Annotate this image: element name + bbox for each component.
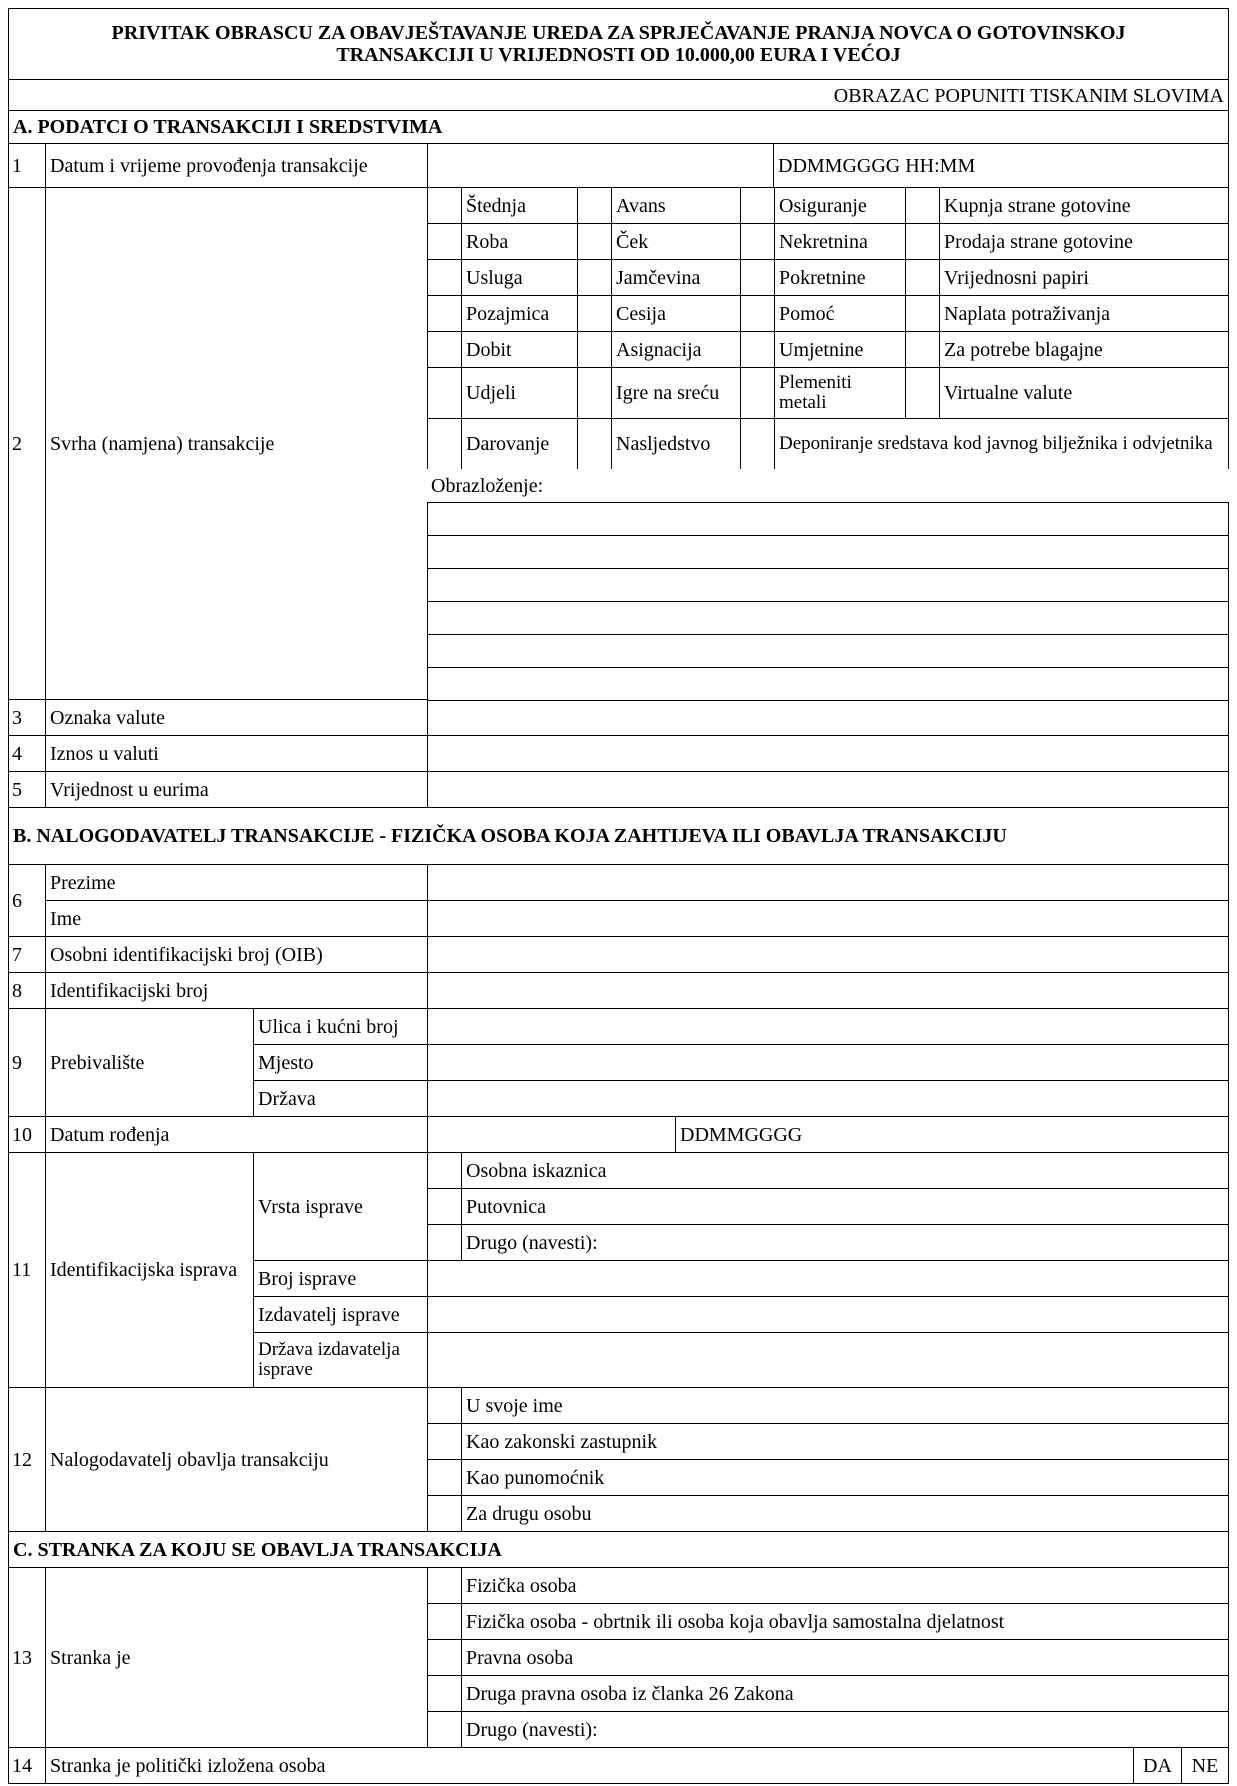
form-title-line2: TRANSAKCIJI U VRIJEDNOSTI OD 10.000,00 EURA I VEĆOJ: [336, 44, 901, 66]
purpose-checkbox[interactable]: [427, 187, 462, 224]
euro-value-input[interactable]: [427, 771, 1229, 808]
purpose-checkbox[interactable]: [905, 187, 940, 224]
form-title-line1: PRIVITAK OBRASCU ZA OBAVJEŠTAVANJE UREDA ZA SPRJEČAVANJE PRANJA NOVCA O GOTOVINSKOJ: [111, 22, 1126, 44]
purpose-checkbox[interactable]: [577, 259, 612, 296]
fill-instruction: OBRAZAC POPUNITI TISKANIM SLOVIMA: [8, 79, 1229, 111]
purpose-option-label: Igre na sreću: [611, 367, 741, 419]
doc-type-checkbox[interactable]: [427, 1188, 462, 1225]
purpose-checkbox[interactable]: [905, 331, 940, 368]
purpose-option-label: Udjeli: [461, 367, 578, 419]
street-input[interactable]: [427, 1008, 1229, 1045]
purpose-checkbox[interactable]: [427, 223, 462, 260]
purpose-option-label: Plemeniti metali: [774, 367, 906, 419]
purpose-checkbox[interactable]: [427, 259, 462, 296]
client-type-option: Fizička osoba - obrtnik ili osoba koja obavlja samostalna djelatnost: [461, 1603, 1229, 1640]
row-number: 6: [8, 864, 46, 937]
row-number: 11: [8, 1152, 46, 1388]
orderer-option-label: Kao zakonski zastupnik: [461, 1423, 1229, 1460]
place-label: Mjesto: [253, 1044, 428, 1081]
doc-type-option: Putovnica: [461, 1188, 1229, 1225]
doc-type-checkbox[interactable]: [427, 1152, 462, 1189]
explanation-line-input[interactable]: [427, 568, 1229, 602]
row-number: 14: [8, 1747, 46, 1784]
section-c-title: C. STRANKA ZA KOJU SE OBAVLJA TRANSAKCIJA: [8, 1531, 1229, 1568]
purpose-option-label: Avans: [611, 187, 741, 224]
purpose-checkbox[interactable]: [427, 331, 462, 368]
client-type-checkbox[interactable]: [427, 1567, 462, 1604]
transaction-datetime-label: Datum i vrijeme provođenja transakcije: [45, 143, 428, 188]
explanation-line-input[interactable]: [427, 601, 1229, 635]
currency-code-input[interactable]: [427, 699, 1229, 736]
doc-type-checkbox[interactable]: [427, 1224, 462, 1261]
explanation-line-input[interactable]: [427, 667, 1229, 701]
orderer-option-checkbox[interactable]: [427, 1423, 462, 1460]
row-number: 9: [8, 1008, 46, 1117]
purpose-option-label: Kupnja strane gotovine: [939, 187, 1229, 224]
purpose-option-label: Dobit: [461, 331, 578, 368]
purpose-option-label: Jamčevina: [611, 259, 741, 296]
doc-issuer-country-input[interactable]: [427, 1332, 1229, 1388]
purpose-checkbox[interactable]: [905, 259, 940, 296]
purpose-checkbox[interactable]: [577, 223, 612, 260]
orderer-performs-label: Nalogodavatelj obavlja transakciju: [45, 1387, 428, 1532]
pep-no-checkbox[interactable]: NE: [1181, 1747, 1229, 1784]
row-number: 7: [8, 936, 46, 973]
row-number: 10: [8, 1116, 46, 1153]
purpose-checkbox[interactable]: [740, 367, 775, 419]
id-number-label: Identifikacijski broj: [45, 972, 428, 1009]
orderer-option-checkbox[interactable]: [427, 1495, 462, 1532]
purpose-option-label: Pomoć: [774, 295, 906, 332]
doc-number-input[interactable]: [427, 1260, 1229, 1297]
doc-type-option: Osobna iskaznica: [461, 1152, 1229, 1189]
row-number: 4: [8, 735, 46, 772]
purpose-option-label: Darovanje: [461, 418, 578, 470]
purpose-checkbox[interactable]: [740, 187, 775, 224]
section-a-title: A. PODATCI O TRANSAKCIJI I SREDSTVIMA: [8, 110, 1229, 144]
purpose-option-label: Deponiranje sredstava kod javnog bilježnika i odvjetnika: [774, 418, 1229, 470]
birth-date-input[interactable]: [427, 1116, 676, 1153]
doc-issuer-label: Izdavatelj isprave: [253, 1296, 428, 1333]
street-label: Ulica i kućni broj: [253, 1008, 428, 1045]
client-type-option: Fizička osoba: [461, 1567, 1229, 1604]
form-title: [8, 8, 1229, 80]
place-input[interactable]: [427, 1044, 1229, 1081]
purpose-option-label: Vrijednosni papiri: [939, 259, 1229, 296]
purpose-checkbox[interactable]: [577, 295, 612, 332]
purpose-option-label: Naplata potraživanja: [939, 295, 1229, 332]
client-type-option: Drugo (navesti):: [461, 1711, 1229, 1748]
orderer-option-checkbox[interactable]: [427, 1459, 462, 1496]
name-label: Ime: [45, 900, 428, 937]
transaction-datetime-input[interactable]: [427, 143, 774, 188]
currency-amount-label: Iznos u valuti: [45, 735, 428, 772]
oib-input[interactable]: [427, 936, 1229, 973]
row-number: 12: [8, 1387, 46, 1532]
row-number: 1: [8, 143, 46, 188]
purpose-option-label: Štednja: [461, 187, 578, 224]
orderer-option-label: U svoje ime: [461, 1387, 1229, 1424]
purpose-checkbox[interactable]: [577, 418, 612, 470]
doc-issuer-input[interactable]: [427, 1296, 1229, 1333]
purpose-option-label: Cesija: [611, 295, 741, 332]
purpose-option-label: Asignacija: [611, 331, 741, 368]
surname-input[interactable]: [427, 864, 1229, 901]
doc-issuer-country-label: Država izdavatelja isprave: [253, 1332, 428, 1388]
currency-code-label: Oznaka valute: [45, 699, 428, 736]
doc-type-label: Vrsta isprave: [253, 1152, 428, 1261]
birth-date-label: Datum rođenja: [45, 1116, 428, 1153]
residence-label: Prebivalište: [45, 1008, 254, 1117]
purpose-checkbox[interactable]: [577, 187, 612, 224]
purpose-checkbox[interactable]: [577, 331, 612, 368]
cash-transaction-form: [8, 8, 1229, 1778]
client-type-checkbox[interactable]: [427, 1603, 462, 1640]
purpose-checkbox[interactable]: [905, 223, 940, 260]
purpose-option-label: Osiguranje: [774, 187, 906, 224]
explanation-line-input[interactable]: [427, 535, 1229, 569]
purpose-checkbox[interactable]: [427, 367, 462, 419]
doc-type-option: Drugo (navesti):: [461, 1224, 1229, 1261]
purpose-option-label: Pokretnine: [774, 259, 906, 296]
id-number-input[interactable]: [427, 972, 1229, 1009]
doc-number-label: Broj isprave: [253, 1260, 428, 1297]
purpose-checkbox[interactable]: [740, 418, 775, 470]
country-input[interactable]: [427, 1080, 1229, 1117]
purpose-checkbox[interactable]: [740, 331, 775, 368]
section-b-title: B. NALOGODAVATELJ TRANSAKCIJE - FIZIČKA OSOBA KOJA ZAHTIJEVA ILI OBAVLJA TRANSAKCIJU: [8, 807, 1229, 865]
currency-amount-input[interactable]: [427, 735, 1229, 772]
purpose-option-label: Nasljedstvo: [611, 418, 741, 470]
row-number: 5: [8, 771, 46, 808]
orderer-option-label: Kao punomoćnik: [461, 1459, 1229, 1496]
oib-label: Osobni identifikacijski broj (OIB): [45, 936, 428, 973]
purpose-checkbox[interactable]: [577, 367, 612, 419]
purpose-option-label: Prodaja strane gotovine: [939, 223, 1229, 260]
row-number: 8: [8, 972, 46, 1009]
purpose-checkbox[interactable]: [427, 295, 462, 332]
pep-yes-checkbox[interactable]: DA: [1133, 1747, 1182, 1784]
purpose-option-label: Ček: [611, 223, 741, 260]
name-input[interactable]: [427, 900, 1229, 937]
explanation-line-input[interactable]: [427, 634, 1229, 668]
purpose-checkbox[interactable]: [740, 223, 775, 260]
purpose-option-label: Virtualne valute: [939, 367, 1229, 419]
purpose-checkbox[interactable]: [905, 295, 940, 332]
country-label: Država: [253, 1080, 428, 1117]
pep-label: Stranka je politički izložena osoba: [45, 1747, 1134, 1784]
purpose-checkbox[interactable]: [740, 259, 775, 296]
surname-label: Prezime: [45, 864, 428, 901]
id-document-label: Identifikacijska isprava: [45, 1152, 254, 1388]
purpose-checkbox[interactable]: [740, 295, 775, 332]
orderer-option-checkbox[interactable]: [427, 1387, 462, 1424]
purpose-option-label: Roba: [461, 223, 578, 260]
purpose-checkbox[interactable]: [905, 367, 940, 419]
euro-value-label: Vrijednost u eurima: [45, 771, 428, 808]
orderer-option-label: Za drugu osobu: [461, 1495, 1229, 1532]
row-number: 2: [8, 187, 46, 700]
client-type-option: Pravna osoba: [461, 1639, 1229, 1676]
row-number: 13: [8, 1567, 46, 1748]
purpose-option-label: Umjetnine: [774, 331, 906, 368]
purpose-checkbox[interactable]: [427, 418, 462, 470]
birth-date-format-hint: DDMMGGGG: [675, 1116, 1229, 1153]
transaction-purpose-label: Svrha (namjena) transakcije: [45, 187, 428, 700]
client-type-option: Druga pravna osoba iz članka 26 Zakona: [461, 1675, 1229, 1712]
client-type-checkbox[interactable]: [427, 1711, 462, 1748]
explanation-label: Obrazloženje:: [427, 469, 1229, 503]
explanation-line-input[interactable]: [427, 502, 1229, 536]
client-type-checkbox[interactable]: [427, 1675, 462, 1712]
datetime-format-hint: DDMMGGGG HH:MM: [773, 143, 1229, 188]
client-type-label: Stranka je: [45, 1567, 428, 1748]
purpose-option-label: Nekretnina: [774, 223, 906, 260]
purpose-option-label: Usluga: [461, 259, 578, 296]
purpose-option-label: Pozajmica: [461, 295, 578, 332]
client-type-checkbox[interactable]: [427, 1639, 462, 1676]
purpose-option-label: Za potrebe blagajne: [939, 331, 1229, 368]
row-number: 3: [8, 699, 46, 736]
